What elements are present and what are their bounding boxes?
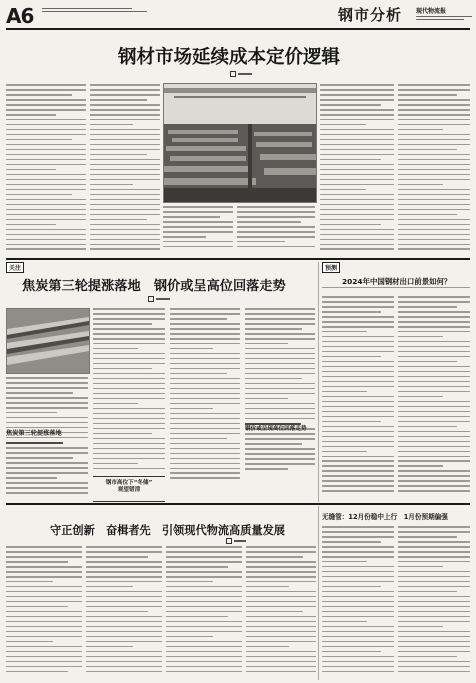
coke-subhead: 焦炭第三轮提涨落地 xyxy=(6,430,62,437)
tag-yuce: 预测 xyxy=(322,262,340,273)
bottom-column-3 xyxy=(166,546,242,680)
coke-pull-quote xyxy=(93,476,165,502)
coke-plant-illustration xyxy=(7,309,89,373)
byline-box-icon xyxy=(230,71,236,77)
tag-guanzhu: 关注 xyxy=(6,262,24,273)
lead-byline xyxy=(230,71,252,78)
lead-column-2 xyxy=(90,84,160,254)
coke-column-3 xyxy=(170,308,240,501)
steel-warehouse-illustration xyxy=(164,84,316,202)
column-divider-2 xyxy=(318,506,319,680)
lead-column-1 xyxy=(6,84,86,254)
byline-box-icon-2 xyxy=(148,296,154,302)
byline-box-icon-3 xyxy=(226,538,232,544)
seamless-pipe-notice: 无缝管：12月份稳中上行 1月份预期偏强 xyxy=(322,513,448,521)
section-rule-1 xyxy=(6,258,470,260)
lead-column-4 xyxy=(237,206,315,254)
lead-headline: 钢材市场延续成本定价逻辑 xyxy=(118,47,341,68)
bottom-column-4 xyxy=(246,546,316,680)
masthead-meta xyxy=(42,8,162,14)
lead-column-3 xyxy=(163,206,233,254)
coke-byline xyxy=(148,296,170,303)
coke-column-4 xyxy=(245,308,315,501)
masthead-editor-info xyxy=(416,16,474,21)
coke-column-1 xyxy=(6,377,88,501)
forecast-rule xyxy=(322,287,470,288)
bottom-headline: 守正创新 奋楫者先 引领现代物流高质量发展 xyxy=(50,524,285,537)
column-divider xyxy=(318,262,319,502)
bottom-byline xyxy=(226,538,246,545)
coke-mid-subhead: 钢价或呈现高位回落走势 xyxy=(245,426,307,432)
paper-name-logo: 现代物流报 xyxy=(416,8,447,15)
coke-column-2 xyxy=(93,308,165,501)
bottom-column-1 xyxy=(6,546,82,680)
forecast-column-2 xyxy=(398,296,470,501)
pull-quote-line1: 钢市高位下“冬储” xyxy=(105,480,153,486)
forecast-headline: 2024年中国钢材出口前景如何？ xyxy=(342,277,452,286)
steel-warehouse-photo xyxy=(163,83,317,203)
coke-headline: 焦炭第三轮提涨落地 钢价或呈高位回落走势 xyxy=(22,279,286,294)
masthead-rule xyxy=(6,28,470,30)
forecast-column-1 xyxy=(322,296,394,501)
notice-column-2 xyxy=(398,526,470,680)
section-title: 钢市分析 xyxy=(338,6,403,24)
section-rule-2 xyxy=(6,503,470,505)
page-number: A6 xyxy=(6,4,34,28)
coke-plant-photo xyxy=(6,308,90,374)
notice-column-1 xyxy=(322,526,394,680)
lead-column-6 xyxy=(398,84,470,254)
lead-column-5 xyxy=(320,84,394,254)
pull-quote-line2: 观望错清 xyxy=(117,487,141,493)
bottom-column-2 xyxy=(86,546,162,680)
